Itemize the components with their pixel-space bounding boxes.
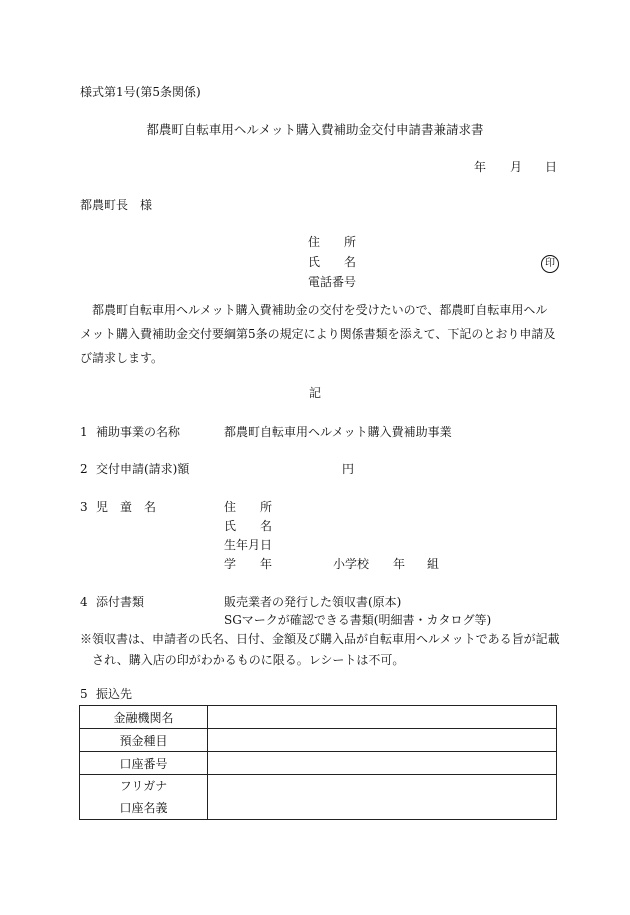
attachment-receipt: 販売業者の発行した領収書(原本) (224, 595, 402, 609)
child-class-label: 組 (427, 557, 440, 571)
account-holder-field[interactable] (208, 775, 557, 820)
form-number: 様式第1号(第5条関係) (80, 85, 201, 99)
applicant-phone-label: 電話番号 (308, 275, 357, 289)
item2-number: 2 (80, 462, 88, 476)
date-day: 日 (545, 160, 558, 174)
item2-label: 交付申請(請求)額 (96, 462, 190, 476)
item1-label: 補助事業の名称 (96, 425, 181, 439)
child-name-label: 氏 名 (224, 519, 273, 533)
account-type-field[interactable] (208, 729, 557, 752)
item3-number: 3 (80, 500, 88, 514)
seal-mark: 印 (541, 255, 559, 273)
account-holder-label-cell (80, 775, 208, 820)
table-row (80, 752, 557, 775)
item4-number: 4 (80, 595, 88, 609)
bank-name-field[interactable] (208, 706, 557, 729)
item4-label: 添付書類 (96, 595, 145, 609)
bank-name-label: 金融機関名 (80, 706, 208, 729)
account-number-label: 口座番号 (80, 752, 208, 775)
furigana-label: フリガナ (119, 779, 168, 793)
table-row (80, 706, 557, 729)
receipt-note: ※領収書は、申請者の氏名、日付、金額及び購入品が自転車用ヘルメットである旨が記載され、購入店の印がわかるものに限る。レシートは不可。 (80, 632, 560, 667)
table-row (80, 775, 557, 820)
account-number-field[interactable] (208, 752, 557, 775)
date-year: 年 (474, 160, 487, 174)
date-month: 月 (510, 160, 523, 174)
attachment-sg-mark: SGマークが確認できる書類(明細書・カタログ等) (224, 613, 492, 627)
child-grade-label: 学 年 (224, 557, 273, 571)
document-title: 都農町自転車用ヘルメット購入費補助金交付申請書兼請求書 (146, 122, 484, 137)
item5-label: 振込先 (96, 687, 133, 701)
ki-heading: 記 (308, 386, 321, 400)
bank-transfer-table (79, 705, 557, 820)
account-type-label: 預金種目 (80, 729, 208, 752)
application-statement: 都農町自転車用ヘルメット購入費補助金の交付を受けたいので、都農町自転車用ヘルメット購入費補助金交付要綱第5条の規定により関係書類を添えて、下記のとおり申請及び請求します。 (80, 303, 556, 365)
item3-label: 児 童 名 (96, 500, 157, 514)
applicant-name-label: 氏 名 (308, 255, 357, 269)
child-school-label: 小学校 (333, 557, 370, 571)
child-year-label: 年 (393, 557, 406, 571)
child-address-label: 住 所 (224, 500, 273, 514)
table-row (80, 729, 557, 752)
item5-number: 5 (80, 687, 88, 701)
child-dob-label: 生年月日 (224, 538, 273, 552)
addressee: 都農町長 様 (80, 198, 153, 212)
item1-value: 都農町自転車用ヘルメット購入費補助事業 (224, 425, 452, 439)
item1-number: 1 (80, 425, 88, 439)
account-holder-label: 口座名義 (119, 801, 168, 815)
item2-unit: 円 (342, 462, 355, 476)
applicant-address-label: 住 所 (308, 235, 357, 249)
